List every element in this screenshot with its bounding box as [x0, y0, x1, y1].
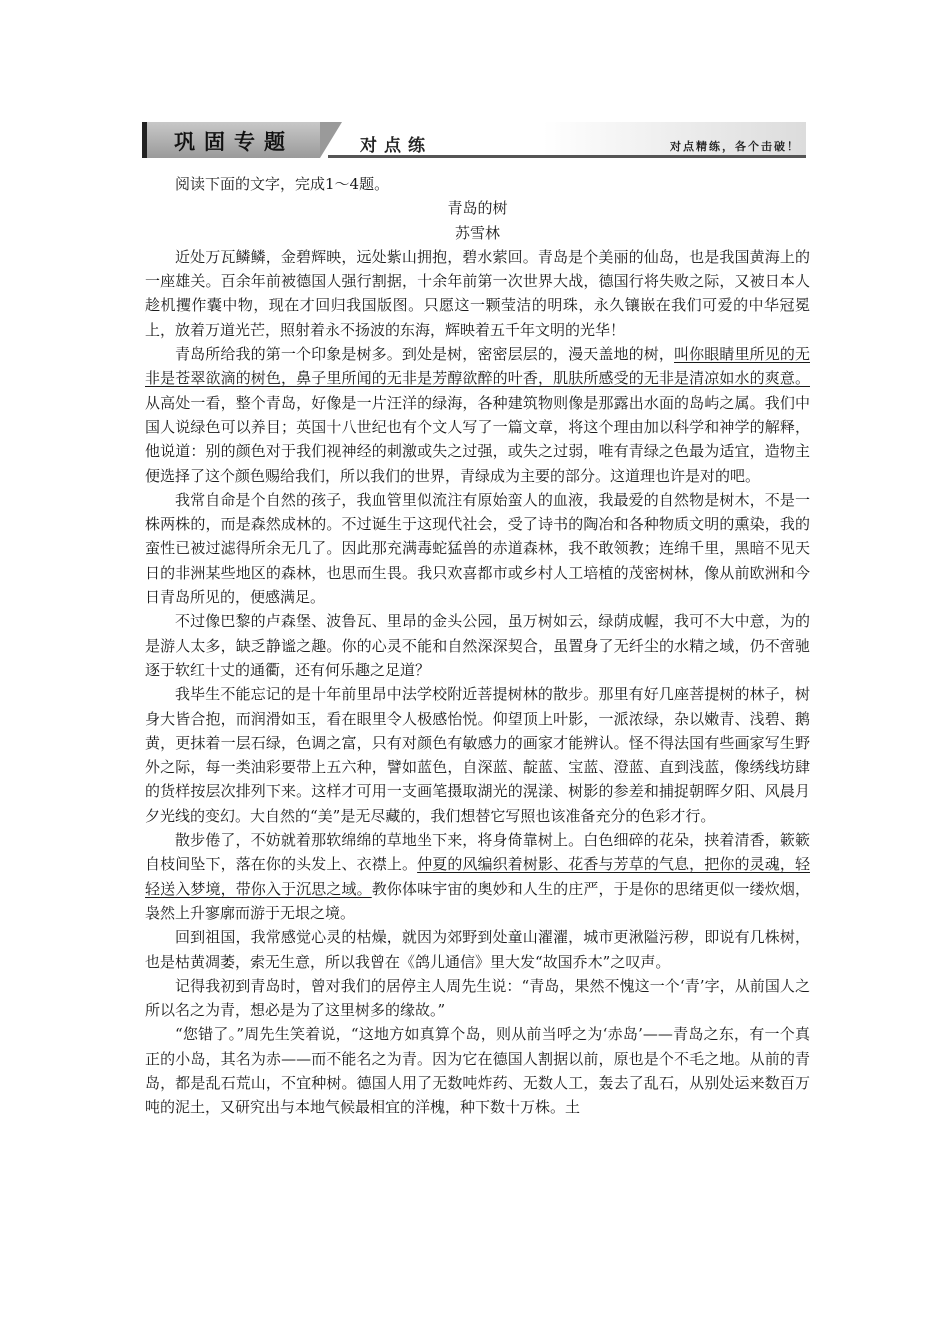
paragraph — [145, 828, 810, 925]
paragraph: “您错了。”周先生笑着说，“这地方如真算个岛，则从前当呼之为‘赤岛’——青岛之东，有一个真正的小岛，其名为赤——而不能名之为青。因为它在德国人割据以前，原也是个不毛之地。从前的青岛，都是乱石荒山，不宜种树。德国人用了无数吨炸药、无数人工，轰去了乱石，从别处运来数百万吨的泥土，又研究出与本地气候最相宜的洋槐，种下数十万株。土 — [145, 1025, 810, 1117]
header-slogan: 对点精练，各个击破！ — [670, 140, 800, 153]
paragraph: 不过像巴黎的卢森堡、波鲁瓦、里昂的金头公园，虽万树如云，绿荫成幄，我可不大中意，为的是游人太多，缺乏静谧之趣。你的心灵不能和自然深深契合，虽置身了无纤尘的水精之域，仍不啻驰逐于软红十丈的通衢，还有何乐趣之足道？ — [145, 612, 810, 679]
paragraph — [145, 342, 810, 488]
header-wedge — [320, 122, 342, 158]
header-edge-bar — [142, 122, 147, 158]
paragraph: 回到祖国，我常感觉心灵的枯燥，就因为郊野到处童山濯濯，城市更湫隘污秽，即说有几株树，也是枯黄凋萎，索无生意，所以我曾在《鸽儿通信》里大发“故国乔木”之叹声。 — [145, 928, 810, 971]
paragraph-text: 教你体味宇宙的奥妙和人生的庄严，于是你的思绪更似一缕炊烟，袅然上升寥廓而游于无垠之境。 — [145, 879, 810, 922]
section-header — [142, 122, 806, 158]
paragraph-text: 散步倦了，不妨就着那软绵绵的草地坐下来，将身倚靠树上。白色细碎的花朵，挟着清香，簌簌自枝间坠下，落在你的头发上、衣襟上。 — [145, 831, 810, 874]
paragraph: 记得我初到青岛时，曾对我们的居停主人周先生说：“青岛，果然不愧这一个‘青’字，从前国人之所以名之为青，想必是为了这里树多的缘故。” — [145, 976, 810, 1020]
article-title: 青岛的树 — [447, 199, 508, 218]
paragraph: 我毕生不能忘记的是十年前里昂中法学校附近菩提树林的散步。那里有好几座菩提树的林子，树身大皆合抱，而润滑如玉，看在眼里令人极感怡悦。仰望顶上叶影，一派浓绿，杂以嫩青、浅碧、鹅黄，更抹着一层石绿，色调之富，只有对颜色有敏感力的画家才能辨认。怪不得法国有些画家写生野外之际，每一类油彩要带上五六种，譬如蓝色，自深蓝、靛蓝、宝蓝、澄蓝、直到浅蓝，像绣线坊肆的货样按层次排列下来。这样才可用一支画笔摄取湖光的滉漾、树影的参差和捕捉朝晖夕阳、风晨月夕光线的变幻。大自然的“美”是无尽藏的，我们想替它写照也该准备充分的色彩才行。 — [145, 685, 810, 825]
article-author: 苏雪林 — [454, 223, 500, 242]
paragraph-text: 从高处一看，整个青岛，好像是一片汪洋的绿海，各种建筑物则像是那露出水面的岛屿之属。我们中国人说绿色可以养目；英国十八世纪也有个文人写了一篇文章，将这个理由加以科学和神学的解释，他说道：别的颜色对于我们视神经的刺激或失之过强，或失之过弱，唯有青绿之色最为适宜，造物主便选择了这个颜色赐给我们，所以我们的世界，青绿成为主要的部分。这道理也许是对的吧。 — [145, 393, 810, 485]
article-body — [145, 168, 810, 1120]
paragraph: 近处万瓦鳞鳞，金碧辉映，远处紫山拥抱，碧水萦回。青岛是个美丽的仙岛，也是我国黄海上的一座雄关。百余年前被德国人强行割据，十余年前第一次世界大战，德国行将失败之际，又被日本人趁机攫作囊中物，现在才回归我国版图。只愿这一颗莹洁的明珠，永久镶嵌在我们可爱的中华冠冕上，放着万道光芒，照射着永不扬波的东海，辉映着五千年文明的光华！ — [145, 247, 810, 339]
underlined-sentence: 仲夏的风编织着树影、花香与芳草的气息，把你的灵魂，轻轻送入梦境，带你入于沉思之域。 — [145, 855, 810, 898]
paragraph: 我常自命是个自然的孩子，我血管里似流注有原始蛮人的血液，我最爱的自然物是树木，不是一株两株的，而是森然成林的。不过诞生于这现代社会，受了诗书的陶冶和各种物质文明的熏染，我的蛮性已被过滤得所余无几了。因此那充满毒蛇猛兽的赤道森林，我不敢领教；连绵千里，黑暗不见天日的非洲某些地区的森林，也思而生畏。我只欢喜都市或乡村人工培植的茂密树林，像从前欧洲和今日青岛所见的，便感满足。 — [145, 490, 810, 607]
paragraph-text: 青岛所给我的第一个印象是树多。到处是树，密密层层的，漫天盖地的树， — [175, 345, 675, 364]
header-title: 巩固专题 — [174, 130, 294, 154]
header-subtitle: 对点练 — [360, 136, 432, 156]
underlined-sentence: 叫你眼睛里所见的无非是苍翠欲滴的树色，鼻子里所闻的无非是芳醇欲醉的叶香，肌肤所感受的无非是清凉如水的爽意。 — [145, 345, 810, 388]
instructions: 阅读下面的文字，完成1～4题。 — [175, 175, 390, 193]
header-title-block — [142, 122, 320, 158]
